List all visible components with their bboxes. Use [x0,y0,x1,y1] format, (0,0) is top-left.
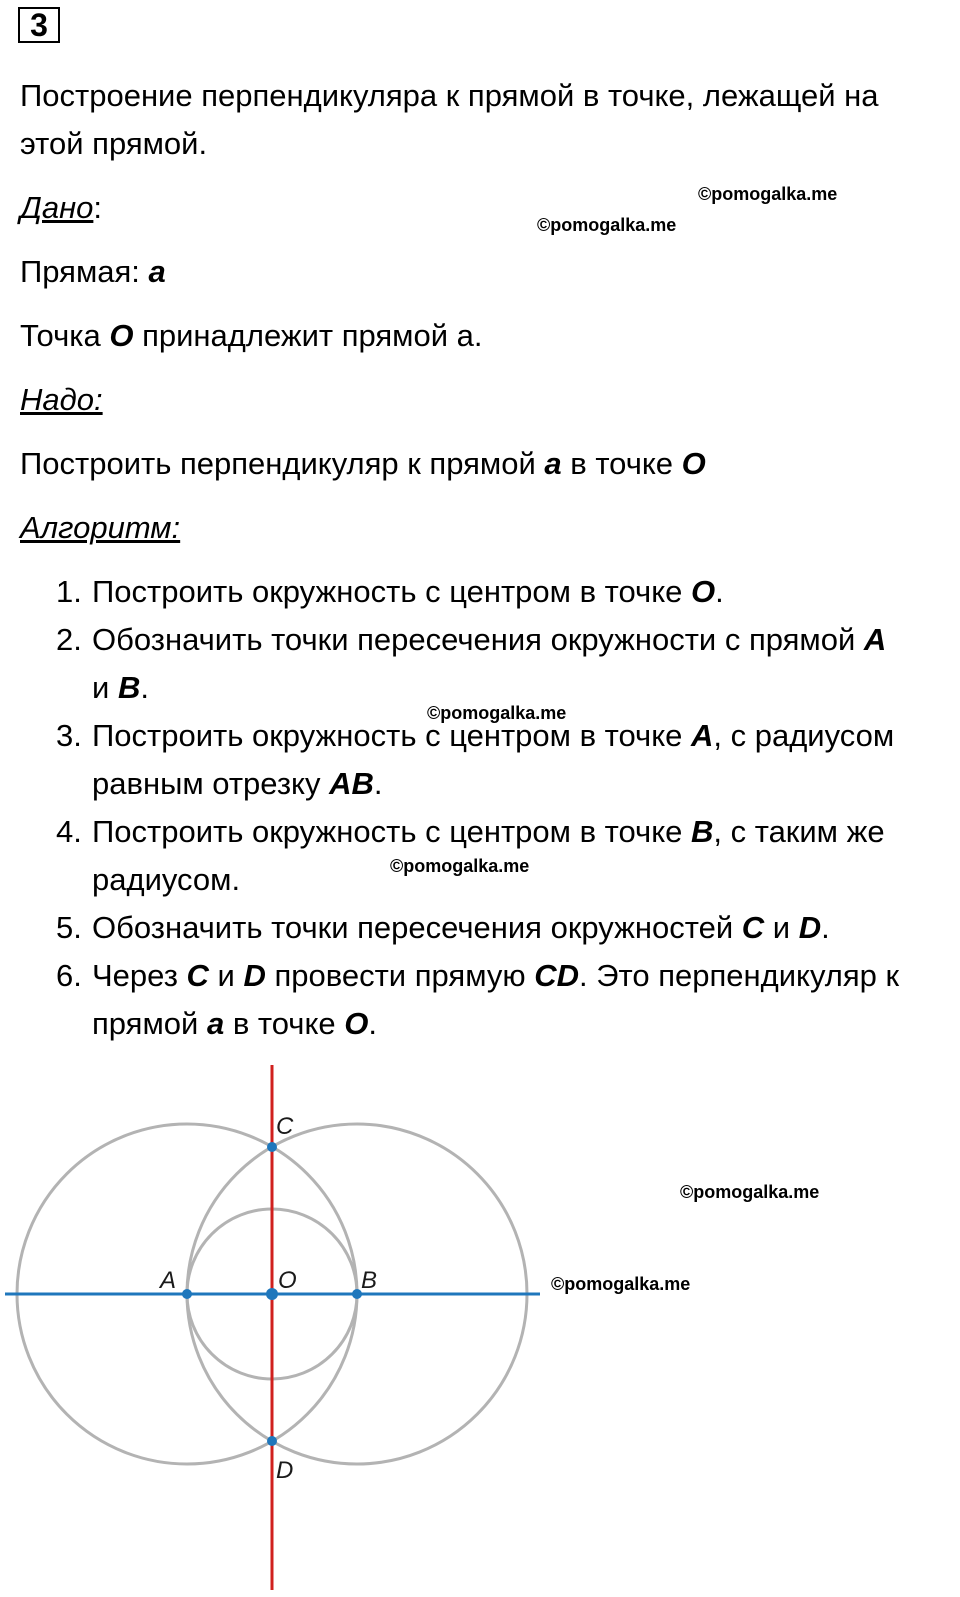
step-number: 3. [56,718,82,753]
need-text-1: Построить перпендикуляр к прямой [20,446,545,481]
watermark: ©pomogalka.me [537,215,677,235]
watermark: ©pomogalka.me [427,703,567,723]
point-o [266,1288,278,1300]
label-o: O [278,1267,297,1294]
step-text-line: Построить окружность с центром в точке A, с радиусом [92,718,895,753]
algorithm-step [20,568,940,616]
need-label: Надо: [20,382,103,417]
need-a: a [544,446,562,481]
title-line-1: Построение перпендикуляра к прямой в точке, лежащей на [20,78,879,113]
step-text-line: радиусом. [92,862,241,897]
step-text-line: Через C и D провести прямую CD. Это перпендикуляр к [92,958,900,993]
label-d: D [276,1457,294,1484]
step-text-line: Обозначить точки пересечения окружности с прямой A [92,622,887,657]
step-text-line: Построить окружность с центром в точке B, с таким же [92,814,885,849]
label-c: C [276,1113,294,1140]
label-b: B [361,1267,378,1294]
given-point [20,312,483,360]
step-number: 1. [56,574,82,609]
given-colon: : [93,190,102,225]
step-number: 6. [56,958,82,993]
algorithm-step [20,712,940,808]
given-line [20,248,166,296]
step-text-line: равным отрезку AB. [92,766,383,801]
point-prefix: Точка [20,318,110,353]
step-text-line: Обозначить точки пересечения окружностей C и D. [92,910,830,945]
construction-figure [0,1060,960,1597]
point-name: O [109,318,134,353]
point-d [267,1436,277,1446]
step-number: 5. [56,910,82,945]
algorithm-step [20,952,940,1048]
algorithm-steps [20,568,940,1048]
line-name: a [148,254,166,289]
step-text-line: Построить окружность с центром в точке O. [92,574,724,609]
need-o: O [681,446,706,481]
point-c [267,1142,277,1152]
algorithm-step [20,616,940,712]
given-label: Дано [20,190,94,225]
watermark: ©pomogalka.me [698,184,838,204]
label-a: A [160,1267,177,1294]
title-line-2: этой прямой. [20,126,208,161]
step-number: 4. [56,814,82,849]
step-text-line: и B. [92,670,149,705]
watermark: ©pomogalka.me [390,856,530,876]
step-number: 2. [56,622,82,657]
algorithm-step [20,904,940,952]
need-heading [20,376,103,424]
task-number: 3 [18,7,60,43]
step-text-line: прямой a в точке O. [92,1006,377,1041]
need-text-2: в точке [561,446,682,481]
line-label: Прямая: [20,254,149,289]
algorithm-heading [20,504,180,552]
given-heading [20,184,102,232]
point-a [182,1289,192,1299]
algorithm-label: Алгоритм: [20,510,181,545]
need-text [20,440,706,488]
watermark: ©pomogalka.me [551,1274,691,1294]
watermark: ©pomogalka.me [680,1182,820,1202]
point-suffix: принадлежит прямой а. [133,318,483,353]
